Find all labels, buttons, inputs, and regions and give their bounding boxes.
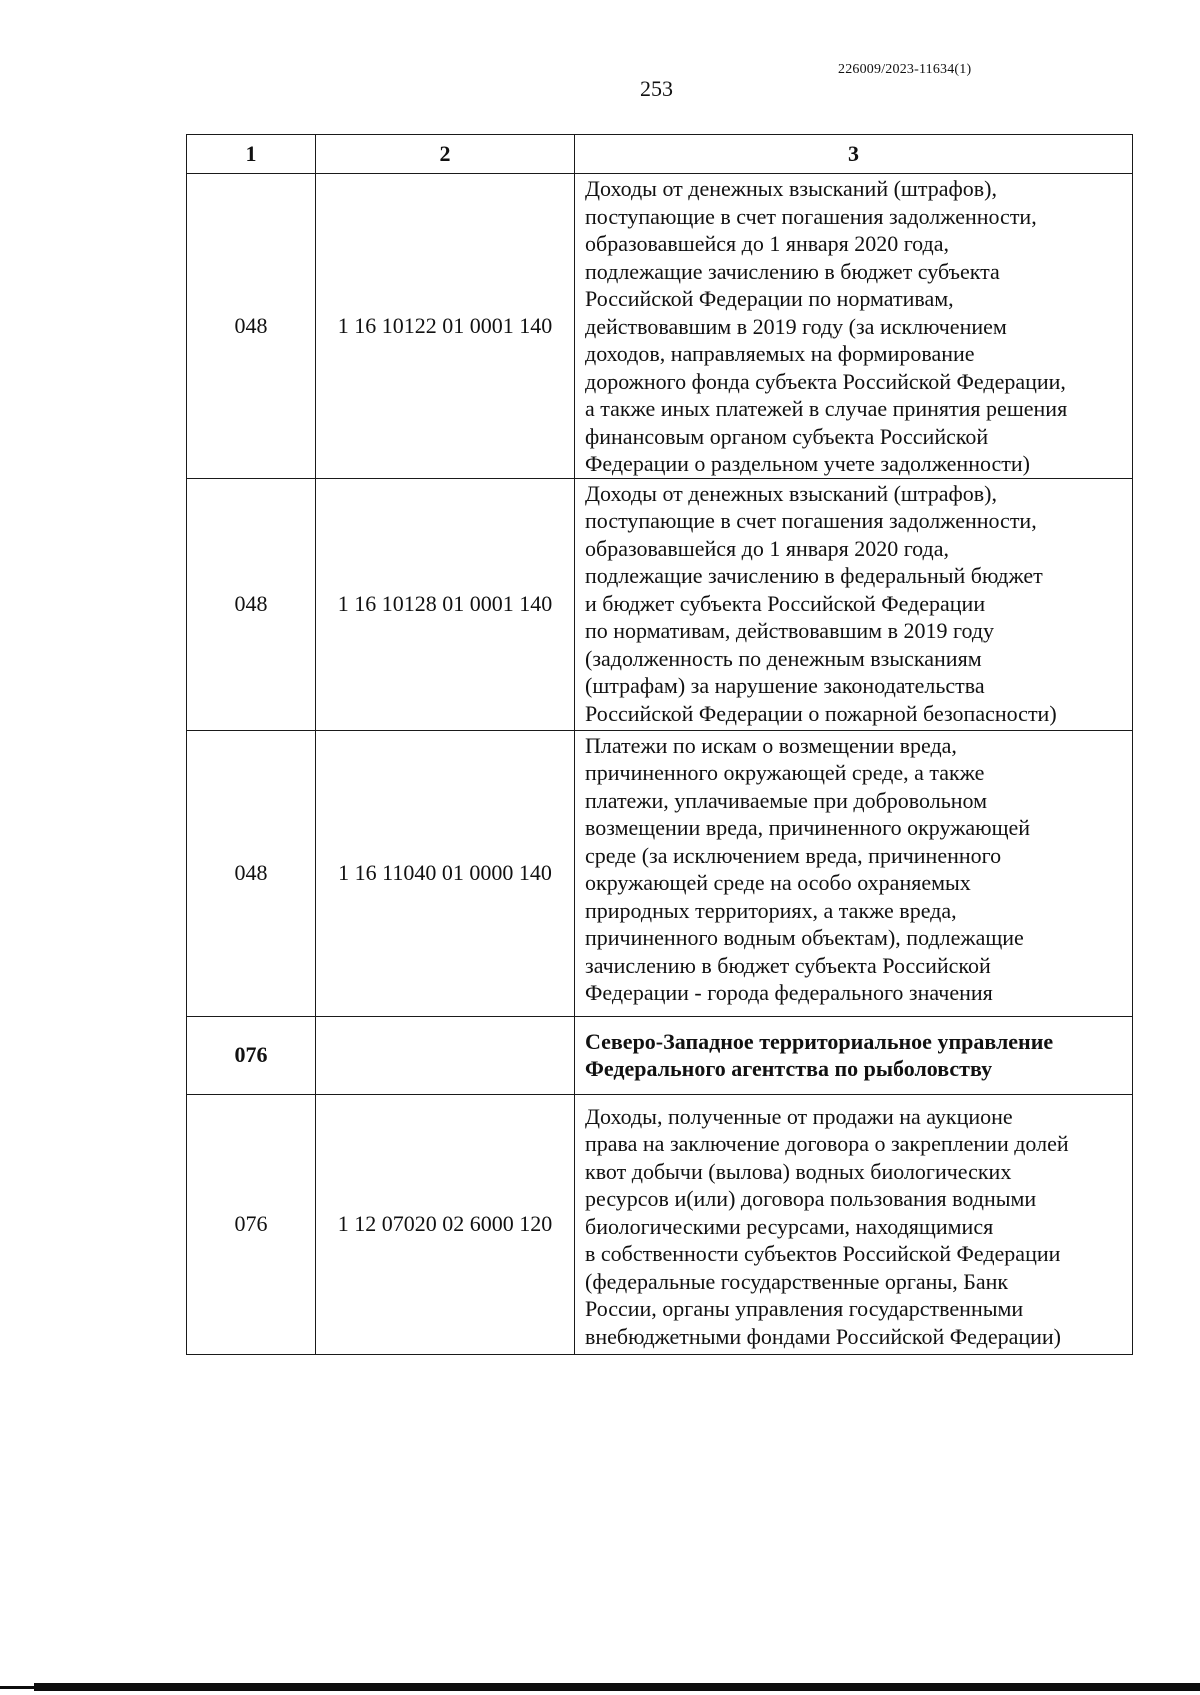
administrator-name-cell: Северо-Западное территориальное управление Федерального агентства по рыболовству [575, 1016, 1133, 1094]
table-row [187, 174, 1133, 479]
administrator-header-row [187, 1016, 1133, 1094]
table-body [187, 174, 1133, 1355]
column-header-1: 1 [187, 135, 316, 174]
table-header [187, 135, 1133, 174]
revenue-description-cell: Доходы от денежных взысканий (штрафов), поступающие в счет погашения задолженности, образовавшейся до 1 января 2020 года, подлежащие зачислению в федеральный бюджет и бюджет субъекта Российской Федерации по нормативам, действовавшим в 2019 году (задолженность по денежным взысканиям (штрафам) за нарушение законодательства Российской Федерации о пожарной безопасности) [575, 478, 1133, 730]
budget-revenue-table [186, 134, 1133, 1355]
table-row [187, 1094, 1133, 1354]
budget-code-cell: 1 16 11040 01 0000 140 [316, 730, 575, 1016]
scan-bottom-edge [34, 1683, 1200, 1691]
admin-code-cell: 048 [187, 730, 316, 1016]
admin-code-cell: 048 [187, 174, 316, 479]
table-row [187, 478, 1133, 730]
admin-code-cell: 048 [187, 478, 316, 730]
budget-code-cell: 1 16 10122 01 0001 140 [316, 174, 575, 479]
admin-code-cell: 076 [187, 1094, 316, 1354]
table-row [187, 730, 1133, 1016]
admin-code-cell: 076 [187, 1016, 316, 1094]
revenue-description-cell: Доходы от денежных взысканий (штрафов), поступающие в счет погашения задолженности, образовавшейся до 1 января 2020 года, подлежащие зачислению в бюджет субъекта Российской Федерации по нормативам, действовавшим в 2019 году (за исключением доходов, направляемых на формирование дорожного фонда субъекта Российской Федерации, а также иных платежей в случае принятия решения финансовым органом субъекта Российской Федерации о раздельном учете задолженности) [575, 174, 1133, 479]
revenue-description-cell: Платежи по искам о возмещении вреда, причиненного окружающей среде, а также платежи, уплачиваемые при добровольном возмещении вреда, причиненного окружающей среде (за исключением вреда, причиненного окружающей среде на особо охраняемых природных территориях, а также вреда, причиненного водным объектам), подлежащие зачислению в бюджет субъекта Российской Федерации - города федерального значения [575, 730, 1133, 1016]
budget-code-cell: 1 16 10128 01 0001 140 [316, 478, 575, 730]
column-header-2: 2 [316, 135, 575, 174]
table-header-row [187, 135, 1133, 174]
budget-code-cell [316, 1016, 575, 1094]
revenue-description-cell: Доходы, полученные от продажи на аукционе права на заключение договора о закреплении долей квот добычи (вылова) водных биологических ресурсов и(или) договора пользования водными биологическими ресурсами, находящимися в собственности субъектов Российской Федерации (федеральные государственные органы, Банк России, органы управления государственными внебюджетными фондами Российской Федерации) [575, 1094, 1133, 1354]
column-header-3: 3 [575, 135, 1133, 174]
page-number: 253 [640, 76, 673, 101]
budget-code-cell: 1 12 07020 02 6000 120 [316, 1094, 575, 1354]
document-number: 226009/2023-11634(1) [838, 62, 972, 77]
